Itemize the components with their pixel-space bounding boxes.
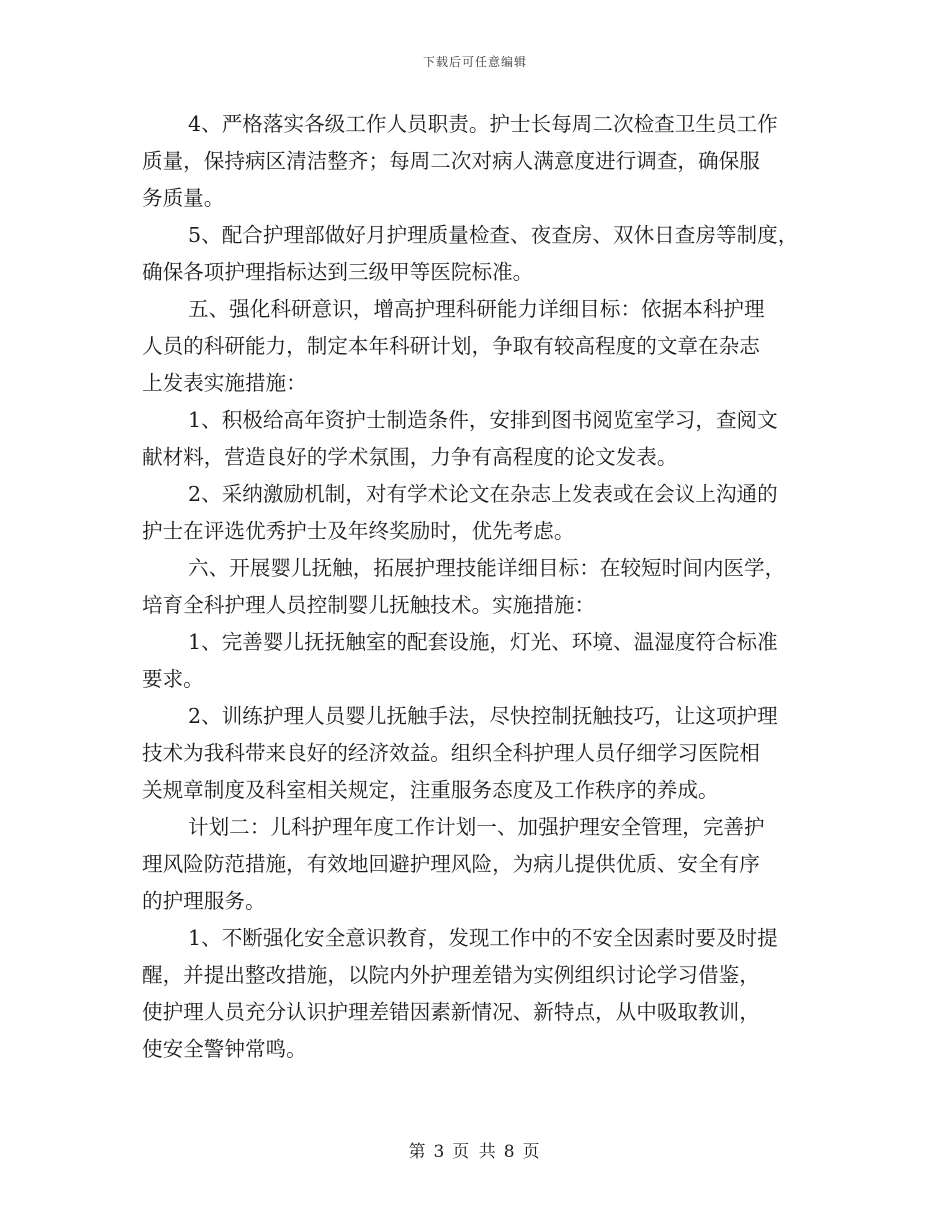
text-line: 理风险防范措施，有效地回避护理风险，为病儿提供优质、安全有序 — [142, 852, 760, 876]
text-line: 关规章制度及科室相关规定，注重服务态度及工作秩序的养成。 — [142, 778, 719, 802]
text-line: 确保各项护理指标达到三级甲等医院标准。 — [142, 260, 534, 284]
text-line: 5、配合护理部做好月护理质量检查、夜查房、双休日查房等制度， — [188, 223, 799, 247]
text-line: 2、采纳激励机制，对有学术论文在杂志上发表或在会议上沟通的 — [188, 482, 778, 506]
text-line: 2、训练护理人员婴儿抚触手法，尽快控制抚触技巧，让这项护理 — [188, 704, 778, 728]
text-line: 五、强化科研意识，增高护理科研能力详细目标：依据本科护理 — [188, 297, 765, 321]
text-line: 使护理人员充分认识护理差错因素新情况、新特点，从中吸取教训， — [142, 1000, 760, 1024]
text-line: 1、不断强化安全意识教育，发现工作中的不安全因素时要及时提 — [188, 926, 778, 950]
text-line: 人员的科研能力，制定本年科研计划，争取有较高程度的文章在杂志 — [142, 334, 760, 358]
page-middle: 页 共 — [452, 1142, 498, 1162]
text-line: 使安全警钟常鸣。 — [142, 1037, 307, 1061]
page-suffix: 页 — [522, 1142, 542, 1162]
text-line: 上发表实施措施： — [142, 371, 307, 395]
text-line: 培育全科护理人员控制婴儿抚触技术。实施措施： — [142, 593, 596, 617]
text-line: 4、严格落实各级工作人员职责。护士长每周二次检查卫生员工作 — [188, 112, 778, 136]
text-line: 醒，并提出整改措施，以院内外护理差错为实例组织讨论学习借鉴， — [142, 963, 760, 987]
current-page-number: 3 — [433, 1142, 447, 1162]
page-footer — [0, 1137, 950, 1162]
text-line: 质量，保持病区清洁整齐；每周二次对病人满意度进行调查，确保服 — [142, 149, 760, 173]
text-line: 1、积极给高年资护士制造条件，安排到图书阅览室学习，查阅文 — [188, 408, 778, 432]
text-line: 务质量。 — [142, 186, 225, 210]
text-line: 护士在评选优秀护士及年终奖励时，优先考虑。 — [142, 519, 575, 543]
text-line: 的护理服务。 — [142, 889, 266, 913]
text-line: 六、开展婴儿抚触，拓展护理技能详细目标：在较短时间内医学， — [188, 556, 786, 580]
text-line: 技术为我科带来良好的经济效益。组织全科护理人员仔细学习医院相 — [142, 741, 760, 765]
text-line: 1、完善婴儿抚抚触室的配套设施，灯光、环境、温湿度符合标准 — [188, 630, 778, 654]
total-pages-number: 8 — [503, 1142, 517, 1162]
text-line: 计划二：儿科护理年度工作计划一、加强护理安全管理，完善护 — [188, 815, 765, 839]
document-body — [142, 106, 814, 1068]
text-line: 要求。 — [142, 667, 204, 691]
page-prefix: 第 — [408, 1142, 428, 1162]
header-note: 下载后可任意编辑 — [422, 55, 527, 69]
text-line: 献材料，营造良好的学术氛围，力争有高程度的论文发表。 — [142, 445, 678, 469]
